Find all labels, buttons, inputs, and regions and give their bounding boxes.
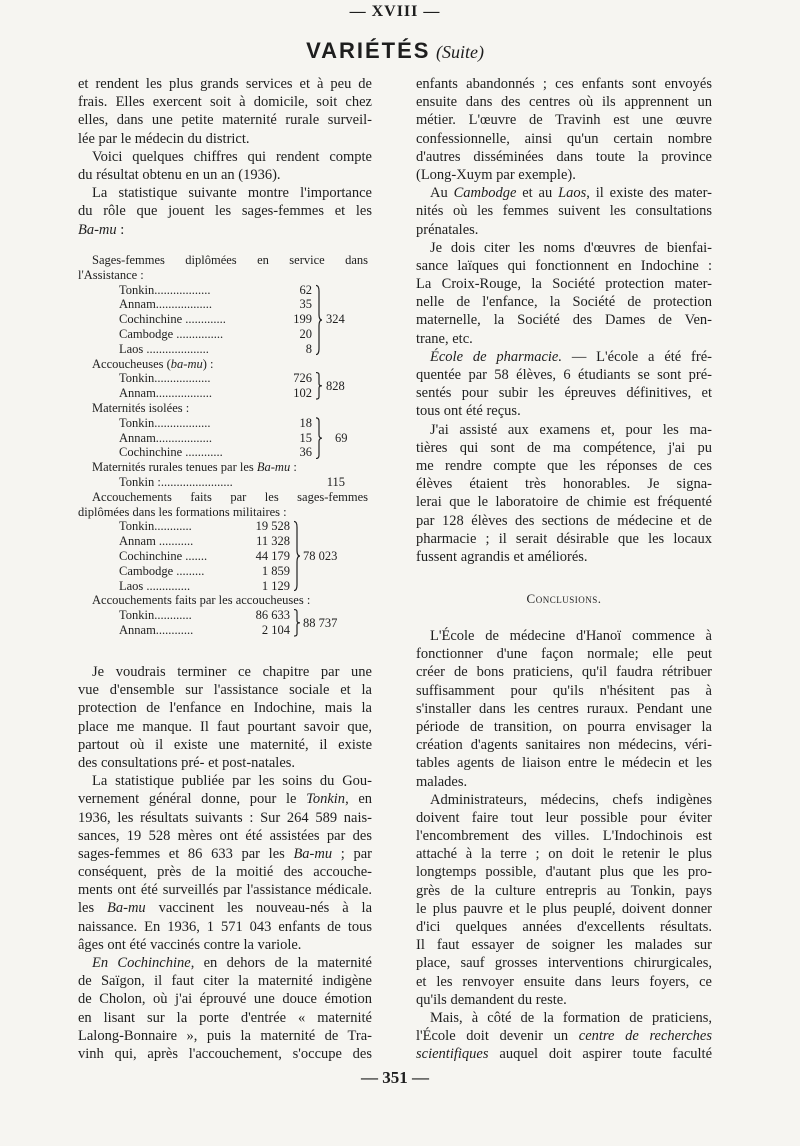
text-line: [78, 718, 372, 736]
text-run: tables agents de liaison entre le médecin et les: [416, 755, 712, 772]
text-run: ments ont été surveillés par l'assistance médicale.: [78, 882, 372, 899]
text-run: auquel doit aspirer toute faculté: [488, 1046, 712, 1063]
text-line: [416, 421, 712, 439]
text-run: sages-femmes et 86 633 par les: [78, 845, 294, 862]
brace-icon: [293, 520, 301, 596]
row-label: Tonkin..................: [119, 371, 211, 386]
row-label: Annam ...........: [119, 534, 194, 549]
row-value: 726: [293, 371, 312, 386]
row-value: 86 633: [255, 608, 290, 623]
text-run: Maternités isolées :: [92, 400, 190, 415]
text-line: [416, 439, 712, 457]
paragraph: [78, 184, 372, 239]
text-run: vaccinent les nouveau-nés à la: [145, 900, 373, 917]
text-line: [416, 293, 712, 311]
text-line: [416, 863, 712, 881]
text-run: création d'agents sanitaires non médecins, véri-: [416, 737, 712, 754]
row-value: 35: [299, 297, 312, 312]
statistics-table: [78, 253, 368, 638]
text-run: , en: [345, 791, 373, 808]
paragraph: [78, 663, 372, 772]
italic-text-run: ba-mu: [170, 356, 203, 371]
group-total: 828: [326, 378, 345, 393]
text-line: [416, 882, 712, 900]
text-line: [78, 936, 372, 954]
text-line: [78, 899, 372, 917]
text-run: sentés pour subir les épreuves définitives, et: [416, 385, 712, 402]
table-group-heading: [78, 401, 368, 416]
text-run: vue d'ensemble sur l'assistance sociale et la: [78, 682, 372, 699]
table-row: [78, 342, 368, 357]
text-line: [416, 493, 712, 511]
text-run: doivent faire tout leur possible pour éviter: [416, 809, 712, 826]
table-row: [78, 416, 368, 431]
text-line: [416, 936, 712, 954]
table-row: [78, 519, 368, 534]
text-run: naissance. En 1936, 1 571 043 enfants de tous: [78, 918, 372, 935]
text-line: [78, 972, 372, 990]
paragraph: [78, 148, 372, 184]
text-line: [416, 736, 712, 754]
text-run: le plus pauvre et le plus peuplé, doivent donner: [416, 900, 712, 917]
text-run: La Croix-Rouge, la Société protection mater-: [416, 276, 712, 293]
text-line: [416, 627, 712, 645]
text-line: [416, 791, 712, 809]
text-run: Maternités rurales tenues par les: [92, 460, 257, 475]
text-line: [416, 700, 712, 718]
text-run: attaché à la terre ; on doit le retenir le plus: [416, 846, 712, 863]
text-run: fussent agrandis et améliorés.: [416, 548, 588, 565]
text-run: place, sauf grosses interventions chirurgicales,: [416, 955, 712, 972]
row-label: Tonkin............: [119, 608, 192, 623]
row-label: Annam..................: [119, 386, 213, 401]
text-run: diplômées dans les formations militaires :: [78, 504, 287, 519]
text-line: [416, 184, 712, 202]
row-value: 1 129: [261, 578, 290, 593]
text-line: [78, 790, 372, 808]
conclusions-text: [416, 627, 712, 1064]
text-run: tières qui sont de ma compétence, j'ai pu: [416, 439, 712, 456]
table-group: [78, 253, 368, 357]
table-row: [78, 564, 368, 579]
text-run: et rendent les plus grands services et à peu de: [78, 76, 372, 92]
text-line: [78, 681, 372, 699]
text-run: créer de bons praticiens, qu'il faudra rétribuer: [416, 664, 712, 681]
text-run: Accouchements faits par les accoucheuses :: [92, 593, 311, 608]
text-line: [416, 148, 712, 166]
text-line: [416, 991, 712, 1009]
text-line: [416, 348, 712, 366]
text-line: [78, 990, 372, 1008]
text-run: enfants abandonnés ; ces enfants sont envoyés: [416, 76, 712, 92]
row-label: Annam............: [119, 622, 194, 637]
text-run: période de transition, on pourra envisager la: [416, 718, 712, 735]
text-run: prénatales.: [416, 221, 479, 238]
table-group-heading: [78, 268, 368, 283]
table-row: [78, 534, 368, 549]
paragraph: [416, 75, 712, 184]
table-group: [78, 357, 368, 401]
text-line: [416, 275, 712, 293]
italic-text-run: Ba-mu: [256, 460, 291, 475]
text-line: [416, 530, 712, 548]
text-run: nités où les femmes suivent les consultations: [416, 203, 712, 220]
text-run: , il existe des mater-: [586, 185, 712, 202]
row-value: 62: [299, 282, 312, 297]
text-run: élèves étaient très honorables. Je signa-: [416, 476, 712, 493]
text-line: [78, 827, 372, 845]
text-run: Au: [430, 185, 454, 202]
text-line: [78, 1027, 372, 1045]
group-total: 78 023: [303, 548, 338, 563]
text-line: [416, 1045, 712, 1063]
right-column-text: [416, 75, 712, 566]
text-line: [416, 754, 712, 772]
paragraph: [416, 348, 712, 421]
group-total: 69: [335, 430, 348, 445]
text-run: ; par: [332, 845, 372, 862]
text-line: [416, 166, 712, 184]
text-run: Je voudrais terminer ce chapitre par une: [92, 664, 372, 680]
text-run: et les renvoyer ensuite dans leurs foyers, ce: [416, 973, 712, 990]
text-line: [416, 202, 712, 220]
row-value: 11 328: [256, 534, 290, 549]
text-line: [416, 384, 712, 402]
text-line: [416, 512, 712, 530]
text-run: d'ici quelques années d'excellents résultats.: [416, 919, 712, 935]
text-line: [78, 845, 372, 863]
paragraph: [416, 421, 712, 567]
text-line: [78, 202, 372, 220]
paragraph: [416, 627, 712, 791]
text-run: de Saïgon, il faut citer la maternité indigène: [78, 973, 372, 990]
text-run: l'encombrement des villes. L'Indochinois est: [416, 828, 712, 845]
text-run: trane, etc.: [416, 330, 473, 347]
text-run: — L'école a été fré-: [562, 348, 712, 365]
section-title-text: VARIÉTÉS: [306, 38, 431, 63]
text-run: pharmacie ; il serait désirable que les locaux: [416, 530, 712, 547]
text-run: vinh qui, après l'accouchement, s'occupe des: [78, 1045, 372, 1062]
brace-icon: [315, 417, 323, 463]
text-line: [416, 718, 712, 736]
italic-text-run: Tonkin: [306, 791, 346, 808]
row-value: 15: [299, 430, 312, 445]
text-run: ) :: [202, 356, 214, 371]
text-line: [416, 1027, 712, 1045]
italic-text-run: Ba-mu: [78, 221, 117, 238]
text-run: grès de la culture entrepris au Tonkin, pays: [416, 882, 712, 899]
text-run: Lalong-Bonnaire », puis la maternité de Tra-: [78, 1027, 372, 1044]
text-run: Voici quelques chiffres qui rendent compte: [92, 148, 372, 165]
table-row: [78, 579, 368, 594]
italic-text-run: Laos: [558, 185, 587, 202]
brace-icon: [293, 609, 301, 641]
text-line: [416, 845, 712, 863]
text-line: [78, 754, 372, 772]
text-line: [416, 548, 712, 566]
text-run: par 128 élèves des sections de médecine et de: [416, 512, 712, 529]
text-line: [416, 111, 712, 129]
text-line: [416, 645, 712, 663]
text-run: partout où il existe une maternité, il existe: [78, 736, 372, 753]
text-run: nelle de l'enfance, la Société de protection: [416, 294, 712, 311]
text-line: [416, 827, 712, 845]
text-run: du résultat obtenu en un an (1936).: [78, 166, 281, 183]
table-group: [78, 401, 368, 460]
brace-icon: [315, 372, 323, 404]
italic-text-run: Ba-mu: [293, 845, 333, 862]
text-line: [78, 809, 372, 827]
left-column-text: [78, 663, 372, 1063]
text-run: Je dois citer les noms d'œuvres de bienfai-: [430, 239, 712, 256]
text-run: (Long-Xuym par exemple).: [416, 166, 576, 183]
group-total: 324: [326, 312, 345, 327]
text-line: [416, 973, 712, 991]
text-run: des consultations pré- et post-natales.: [78, 754, 296, 771]
row-value: 44 179: [255, 548, 290, 563]
text-run: La statistique suivante montre l'importance: [92, 185, 372, 202]
table-group-heading: [78, 593, 368, 608]
text-run: Il faut essayer de soigner les malades sur: [416, 937, 712, 954]
text-run: lerai que le laboratoire de chimie est fréquenté: [416, 494, 712, 511]
text-line: [78, 772, 372, 790]
text-line: [78, 166, 372, 184]
italic-text-run: centre de recherches: [578, 1028, 712, 1045]
table-group: [78, 593, 368, 637]
text-line: [416, 773, 712, 791]
text-line: [416, 366, 712, 384]
row-value: 2 104: [261, 622, 290, 637]
text-line: [416, 663, 712, 681]
text-run: L'École de médecine d'Hanoï commence à: [430, 628, 712, 644]
text-line: [78, 699, 372, 717]
text-run: J'ai assisté aux examens et, pour les ma-: [430, 421, 712, 438]
text-run: Sages-femmes diplômées en service dans: [92, 253, 368, 267]
row-value: 199: [293, 312, 312, 327]
row-label: Annam..................: [119, 297, 213, 312]
text-line: [416, 75, 712, 93]
table-row: [78, 386, 368, 401]
text-run: Mais, à côté de la formation de praticiens,: [430, 1009, 712, 1026]
text-line: [416, 311, 712, 329]
text-line: [78, 148, 372, 166]
text-run: vernement général donne, pour le: [78, 791, 307, 808]
text-line: [416, 900, 712, 918]
row-value: 18: [299, 415, 312, 430]
text-run: me rendre compte que les réponses de ces: [416, 457, 712, 474]
italic-text-run: Ba-mu: [107, 900, 146, 917]
text-line: [78, 663, 372, 681]
text-line: [416, 330, 712, 348]
text-run: place me manque. Il faut pourtant savoir que,: [78, 718, 372, 735]
text-run: longtemps possible, d'autant plus que les pro-: [416, 864, 712, 881]
paragraph: [78, 772, 372, 954]
row-label: Cochinchine ............: [119, 445, 223, 460]
text-line: [78, 918, 372, 936]
text-run: métier. L'œuvre de Travinh est une œuvre: [416, 112, 712, 129]
italic-text-run: En Cochinchine: [92, 955, 191, 971]
paragraph: [416, 184, 712, 239]
text-line: [416, 809, 712, 827]
table-group: [78, 490, 368, 594]
table-row: [78, 312, 368, 327]
text-run: :: [116, 221, 125, 238]
section-title-suffix: (Suite): [435, 42, 484, 62]
text-line: [78, 1009, 372, 1027]
table-row: [78, 445, 368, 460]
paragraph: [78, 954, 372, 1063]
text-run: s'installer dans les centres ruraux. Pendant une: [416, 700, 712, 717]
text-run: maternelle, la Société des Dames de Ven-: [416, 312, 712, 329]
page-number: — 351 —: [361, 1068, 429, 1087]
table-row: [78, 371, 368, 386]
italic-text-run: scientifiques: [416, 1046, 489, 1063]
text-line: [416, 402, 712, 420]
row-value: 19 528: [255, 519, 290, 534]
row-label: Tonkin :.......................: [119, 474, 233, 489]
running-head-folio: — XVIII —: [349, 3, 441, 20]
text-run: sance laïques qui fonctionnent en Indochine :: [416, 257, 712, 274]
text-run: :: [290, 460, 297, 475]
text-run: et au: [516, 185, 559, 202]
text-run: elles, dans une petite maternité rurale surveil-: [78, 112, 372, 129]
text-run: quentée par 58 élèves, 6 étudiants se sont pré-: [416, 367, 712, 383]
text-run: en lisant sur la porte d'entrée « maternité: [78, 1009, 372, 1026]
row-label: Cochinchine .......: [119, 548, 208, 563]
text-run: malades.: [416, 773, 468, 790]
row-value: 8: [305, 341, 312, 356]
text-run: du rôle que jouent les sages-femmes et les: [78, 203, 372, 220]
text-line: [78, 111, 372, 129]
row-label: Annam..................: [119, 430, 213, 445]
table-group-heading: [78, 460, 368, 475]
text-run: protection de l'enfance en Indochine, mais la: [78, 700, 372, 717]
row-value: 115: [326, 474, 345, 489]
row-label: Laos ..............: [119, 578, 191, 593]
table-group-heading: [78, 357, 368, 372]
text-line: [78, 93, 372, 111]
text-line: [416, 918, 712, 936]
text-line: [416, 457, 712, 475]
row-label: Cambodge ...............: [119, 326, 224, 341]
table-row: [78, 475, 368, 490]
italic-text-run: Cambodge: [453, 185, 517, 202]
row-label: Cochinchine .............: [119, 312, 226, 327]
text-run: tous ont été reçus.: [416, 403, 521, 420]
text-run: confessionnelle, ainsi qu'un certain nombre: [416, 130, 712, 147]
row-label: Cambodge .........: [119, 563, 205, 578]
text-line: [416, 1009, 712, 1027]
paragraph: [416, 791, 712, 1009]
group-total: 88 737: [303, 615, 338, 630]
text-line: [416, 475, 712, 493]
text-run: conséquent, près de la moitié des accouche-: [78, 864, 372, 881]
text-line: [78, 1045, 372, 1063]
text-run: lée par le médecin du district.: [78, 130, 250, 147]
text-run: ensuite dans des centres où ils apprennent un: [416, 94, 712, 111]
row-label: Tonkin..................: [119, 282, 211, 297]
text-run: suffisamment pour qu'ils n'hésitent pas à: [416, 682, 712, 699]
row-label: Tonkin............: [119, 519, 192, 534]
paragraph: [416, 239, 712, 348]
text-run: 1936, les résultats suivants : Sur 264 589 nais-: [78, 809, 372, 826]
table-group-heading: [78, 253, 368, 268]
text-run: les: [78, 900, 108, 917]
table-group: [78, 460, 368, 490]
text-run: , en dehors de la maternité: [190, 955, 372, 971]
text-run: âges ont été vaccinés contre la variole.: [78, 936, 302, 953]
text-line: [416, 954, 712, 972]
text-line: [78, 75, 372, 93]
table-row: [78, 327, 368, 342]
brace-icon: [315, 284, 323, 360]
text-line: [78, 221, 372, 239]
text-line: [78, 863, 372, 881]
text-run: La statistique publiée par les soins du Gou-: [92, 773, 372, 790]
text-line: [416, 682, 712, 700]
section-title: [0, 38, 790, 64]
text-run: frais. Elles exercent soit à domicile, soit chez: [78, 94, 372, 111]
text-line: [78, 130, 372, 148]
row-label: Tonkin..................: [119, 415, 211, 430]
text-line: [416, 93, 712, 111]
paragraph: [78, 75, 372, 148]
text-line: [416, 257, 712, 275]
row-value: 20: [299, 326, 312, 341]
paragraph: [416, 1009, 712, 1064]
left-column-intro: [78, 75, 372, 239]
row-value: 1 859: [261, 563, 290, 578]
table-row: [78, 431, 368, 446]
text-line: [416, 130, 712, 148]
text-line: [78, 736, 372, 754]
text-run: l'École doit devenir un: [416, 1028, 579, 1045]
text-line: [78, 954, 372, 972]
text-run: de Cholon, où j'ai éprouvé une douce émotion: [78, 991, 372, 1008]
text-line: [78, 184, 372, 202]
text-run: d'autres disséminées dans toute la province: [416, 148, 712, 165]
italic-text-run: École de pharmacie.: [430, 348, 562, 365]
conclusions-heading: Conclusions.: [526, 591, 602, 606]
text-run: Accouchements faits par les sages-femmes: [92, 489, 368, 504]
text-run: fonctionner d'une façon normale; elle peut: [416, 646, 712, 663]
text-line: [78, 881, 372, 899]
text-run: sances, 19 528 mères ont été assistées par des: [78, 827, 372, 844]
table-row: [78, 297, 368, 312]
table-row: [78, 283, 368, 298]
text-line: [416, 221, 712, 239]
text-run: l'Assistance :: [78, 267, 144, 282]
table-group-heading: [78, 505, 368, 520]
table-group-heading: [78, 490, 368, 505]
text-run: qu'ils demandent du reste.: [416, 991, 567, 1008]
row-value: 36: [299, 445, 312, 460]
text-run: Accoucheuses (: [92, 356, 171, 371]
row-value: 102: [293, 386, 312, 401]
text-line: [416, 239, 712, 257]
row-label: Laos ....................: [119, 341, 209, 356]
text-run: Administrateurs, médecins, chefs indigènes: [430, 791, 712, 808]
